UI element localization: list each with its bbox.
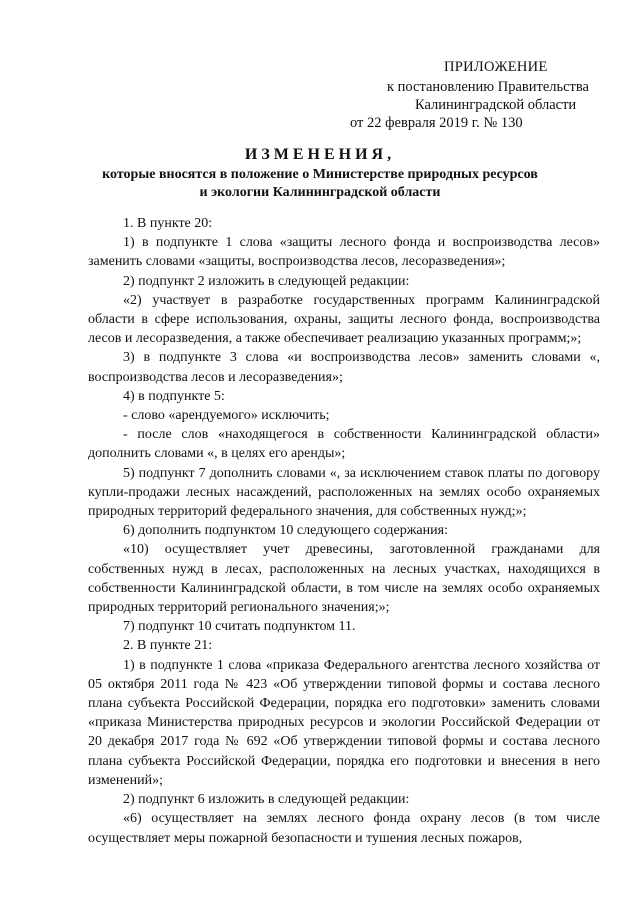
paragraph: - слово «арендуемого» исключить; xyxy=(123,408,330,424)
paragraph: 4) в подпункте 5: xyxy=(123,388,225,404)
paragraph: «10) осуществляет учет древесины, заготовленной гражданами для собственных нужд в лесах, расположенных на лесных участках, находящихся в собственности Калининградской области, в том числе на землях особо охраняемых природных территорий регионального значения;»; xyxy=(88,542,600,616)
appendix-title: ПРИЛОЖЕНИЕ xyxy=(444,59,548,75)
document-subtitle xyxy=(60,166,580,202)
document-title: ИЗМЕНЕНИЯ, xyxy=(244,146,396,163)
paragraph: 7) подпункт 10 считать подпунктом 11. xyxy=(123,619,356,635)
paragraph: «6) осуществляет на землях лесного фонда охрану лесов (в том числе осуществляет меры пожарной безопасности и тушения лесных пожаров, xyxy=(88,811,600,846)
paragraph: 3) в подпункте 3 слова «и воспроизводства лесов» заменить словами «, воспроизводства лесов и лесоразведения»; xyxy=(88,350,600,385)
paragraph: 1) в подпункте 1 слова «приказа Федерального агентства лесного хозяйства от 05 октября 2011 года № 423 «Об утверждении типовой формы и состава лесного плана субъекта Российской Федерации, порядка его подготовки» заменить словами «приказа Министерства природных ресурсов и экологии Российской Федерации от 20 декабря 2017 года № 692 «Об утверждении типовой формы и состава лесного плана субъекта Российской Федерации, порядка его подготовки и внесения в него изменений»; xyxy=(88,657,600,788)
paragraph: 2) подпункт 6 изложить в следующей редакции: xyxy=(123,792,410,808)
paragraph: 1. В пункте 20: xyxy=(123,216,213,231)
paragraph: 2. В пункте 21: xyxy=(123,638,213,654)
subtitle-line-1: которые вносятся в положение о Министерстве природных ресурсов xyxy=(102,167,538,182)
document-body xyxy=(88,214,600,848)
appendix-line-1: к постановлению Правительства xyxy=(387,79,589,95)
appendix-date-number: от 22 февраля 2019 г. № 130 xyxy=(350,115,523,131)
paragraph: 6) дополнить подпунктом 10 следующего содержания: xyxy=(123,523,448,539)
subtitle-line-2: и экологии Калининградской области xyxy=(199,185,441,200)
paragraph: - после слов «находящегося в собственности Калининградской области» дополнить словами «, в целях его аренды»; xyxy=(88,427,600,462)
paragraph: 5) подпункт 7 дополнить словами «, за исключением ставок платы по договору купли-продажи лесных насаждений, расположенных на землях особо охраняемых природных территорий федерального значения, для собственных нужд;»; xyxy=(88,465,600,520)
paragraph: 1) в подпункте 1 слова «защиты лесного фонда и воспроизводства лесов» заменить словами «защиты, воспроизводства лесов, лесоразведения»; xyxy=(88,235,600,270)
paragraph: «2) участвует в разработке государственных программ Калининградской области в сфере использования, охраны, защиты лесного фонда, воспроизводства лесов и лесоразведения, а также обеспечивает реализацию указанных программ;»; xyxy=(88,292,600,347)
paragraph: 2) подпункт 2 изложить в следующей редакции: xyxy=(123,273,410,289)
appendix-line-2: Калининградской области xyxy=(415,97,577,113)
